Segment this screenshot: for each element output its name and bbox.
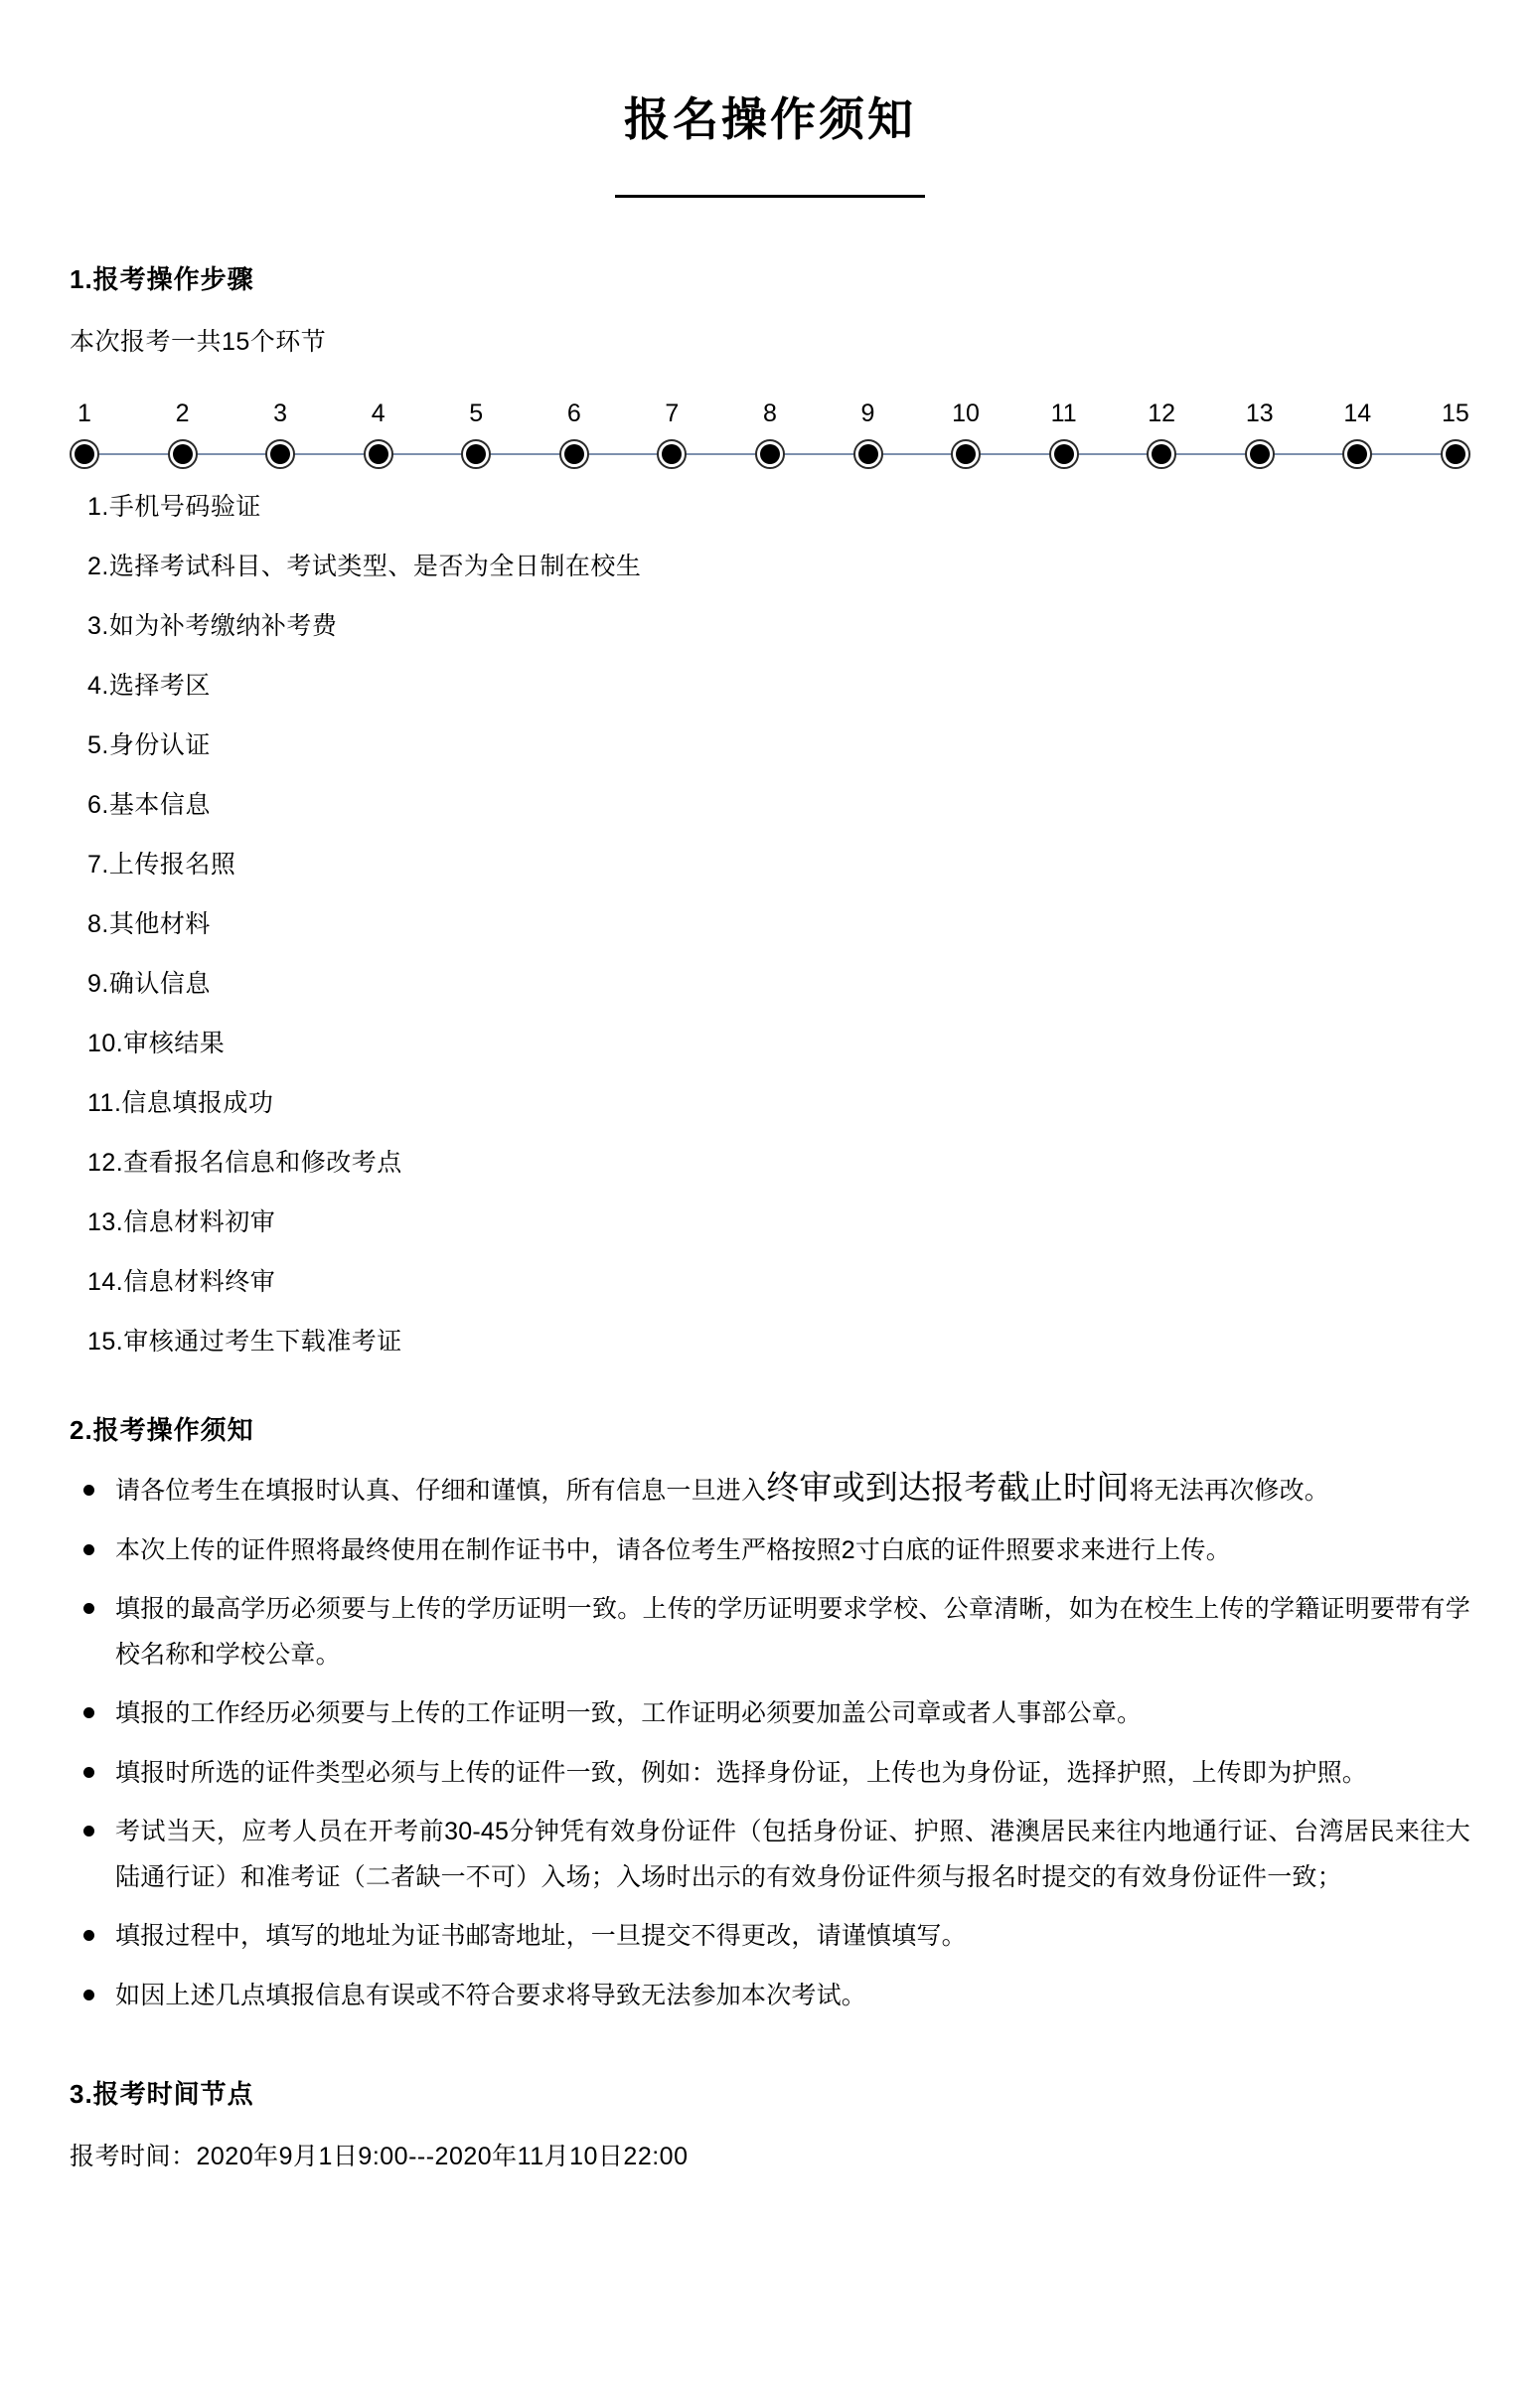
notice-item bbox=[70, 1914, 1470, 1960]
step-node-number: 12 bbox=[1148, 400, 1176, 427]
step-dot-icon bbox=[265, 439, 295, 469]
step-dot-icon bbox=[559, 439, 589, 469]
list-item: 9.确认信息 bbox=[87, 970, 211, 998]
step-node-number: 3 bbox=[273, 400, 288, 427]
bullet-icon bbox=[83, 1930, 94, 1941]
step-node-number: 6 bbox=[566, 400, 581, 427]
step-node-number: 4 bbox=[371, 400, 385, 427]
step-node[interactable] bbox=[1245, 401, 1275, 469]
title-divider bbox=[615, 195, 925, 198]
bullet-icon bbox=[83, 1485, 94, 1496]
step-node[interactable] bbox=[755, 401, 785, 469]
bullet-icon bbox=[83, 1603, 94, 1614]
step-dot-icon bbox=[1147, 439, 1176, 469]
list-item: 8.其他材料 bbox=[87, 910, 211, 938]
notice-text-emphasis: 终审或到达报考截止时间 bbox=[766, 1469, 1130, 1506]
list-item: 15.审核通过考生下载准考证 bbox=[87, 1328, 402, 1356]
notice-text-pre: 填报的最高学历必须要与上传的学历证明一致。上传的学历证明要求学校、公章清晰，如为在校生上传的学籍证明要带有学校名称和学校公章。 bbox=[115, 1595, 1470, 1669]
step-node-number: 7 bbox=[665, 400, 680, 427]
notice-text-pre: 请各位考生在填报时认真、仔细和谨慎，所有信息一旦进入 bbox=[115, 1477, 767, 1505]
step-node[interactable] bbox=[559, 401, 589, 469]
notice-text-post: 将无法再次修改。 bbox=[1129, 1477, 1330, 1505]
bullet-icon bbox=[83, 1826, 94, 1837]
step-node-track bbox=[70, 390, 1470, 469]
list-item: 14.信息材料终审 bbox=[87, 1268, 276, 1296]
notice-item bbox=[70, 1587, 1470, 1678]
step-dot-icon bbox=[70, 439, 99, 469]
bullet-icon bbox=[83, 1544, 94, 1555]
notice-text-pre: 填报时所选的证件类型必须与上传的证件一致，例如：选择身份证，上传也为身份证，选择护照，上传即为护照。 bbox=[115, 1758, 1368, 1787]
step-node[interactable] bbox=[364, 401, 393, 469]
step-node[interactable] bbox=[1049, 401, 1079, 469]
notice-item bbox=[70, 1528, 1470, 1574]
list-item: 2.选择考试科目、考试类型、是否为全日制在校生 bbox=[87, 553, 642, 580]
step-list bbox=[70, 495, 1470, 1355]
step-node-number: 1 bbox=[77, 400, 91, 427]
step-indicator bbox=[70, 390, 1470, 469]
step-node[interactable] bbox=[951, 401, 981, 469]
step-dot-icon bbox=[1245, 439, 1275, 469]
step-node[interactable] bbox=[657, 401, 687, 469]
notice-item bbox=[70, 1469, 1470, 1515]
list-item: 10.审核结果 bbox=[87, 1030, 226, 1057]
step-dot-icon bbox=[1049, 439, 1079, 469]
registration-time-text: 报考时间：2020年9月1日9:00---2020年11月10日22:00 bbox=[70, 2143, 689, 2170]
notice-item bbox=[70, 1974, 1470, 2019]
step-dot-icon bbox=[755, 439, 785, 469]
notice-list bbox=[70, 1469, 1470, 2018]
bullet-icon bbox=[83, 1990, 94, 2000]
list-item: 5.身份认证 bbox=[87, 731, 211, 759]
step-node-number: 8 bbox=[762, 400, 777, 427]
list-item: 3.如为补考缴纳补考费 bbox=[87, 612, 338, 640]
step-node[interactable] bbox=[70, 401, 99, 469]
step-dot-icon bbox=[461, 439, 491, 469]
step-dot-icon bbox=[168, 439, 198, 469]
step-dot-icon bbox=[1441, 439, 1470, 469]
notice-item bbox=[70, 1751, 1470, 1797]
step-dot-icon bbox=[657, 439, 687, 469]
step-dot-icon bbox=[853, 439, 883, 469]
bullet-icon bbox=[83, 1707, 94, 1718]
step-node-number: 13 bbox=[1245, 400, 1274, 427]
step-node-number: 2 bbox=[175, 400, 190, 427]
step-node-number: 9 bbox=[860, 400, 875, 427]
step-node[interactable] bbox=[265, 401, 295, 469]
step-node-number: 10 bbox=[952, 400, 980, 427]
list-item: 11.信息填报成功 bbox=[87, 1089, 274, 1117]
step-node-number: 15 bbox=[1441, 400, 1469, 427]
step-node[interactable] bbox=[1441, 401, 1470, 469]
section-heading-notice: 2.报考操作须知 bbox=[70, 1415, 254, 1445]
notice-item bbox=[70, 1810, 1470, 1900]
step-node-number: 5 bbox=[469, 400, 484, 427]
list-item: 6.基本信息 bbox=[87, 791, 211, 819]
step-node[interactable] bbox=[853, 401, 883, 469]
list-item: 12.查看报名信息和修改考点 bbox=[87, 1149, 402, 1177]
section-heading-schedule: 3.报考时间节点 bbox=[70, 2079, 254, 2109]
step-dot-icon bbox=[1342, 439, 1372, 469]
step-node[interactable] bbox=[168, 401, 198, 469]
step-dot-icon bbox=[364, 439, 393, 469]
steps-subtitle: 本次报考一共15个环节 bbox=[70, 328, 327, 356]
bullet-icon bbox=[83, 1767, 94, 1778]
step-node-number: 11 bbox=[1050, 400, 1077, 427]
list-item: 7.上传报名照 bbox=[87, 851, 236, 879]
list-item: 4.选择考区 bbox=[87, 672, 211, 700]
section-heading-steps: 1.报考操作步骤 bbox=[70, 264, 254, 294]
list-item: 13.信息材料初审 bbox=[87, 1208, 276, 1236]
notice-item bbox=[70, 1691, 1470, 1737]
page-title: 报名操作须知 bbox=[624, 92, 916, 145]
step-dot-icon bbox=[951, 439, 981, 469]
step-node[interactable] bbox=[1342, 401, 1372, 469]
step-node[interactable] bbox=[461, 401, 491, 469]
notice-text-pre: 填报过程中，填写的地址为证书邮寄地址，一旦提交不得更改，请谨慎填写。 bbox=[115, 1922, 967, 1950]
list-item: 1.手机号码验证 bbox=[87, 493, 261, 521]
notice-text-pre: 考试当天，应考人员在开考前30-45分钟凭有效身份证件（包括身份证、护照、港澳居民来往内地通行证、台湾居民来往大陆通行证）和准考证（二者缺一不可）入场；入场时出示的有效身份证件须与报名时提交的有效身份证件一致； bbox=[115, 1818, 1470, 1891]
document-page bbox=[0, 31, 1540, 2398]
title-divider-wrap bbox=[70, 195, 1470, 198]
step-node-number: 14 bbox=[1343, 400, 1372, 427]
notice-text-pre: 如因上述几点填报信息有误或不符合要求将导致无法参加本次考试。 bbox=[115, 1981, 867, 2009]
notice-text-pre: 填报的工作经历必须要与上传的工作证明一致，工作证明必须要加盖公司章或者人事部公章。 bbox=[115, 1699, 1143, 1727]
notice-text-pre: 本次上传的证件照将最终使用在制作证书中，请各位考生严格按照2寸白底的证件照要求来进行上传。 bbox=[115, 1535, 1231, 1564]
step-node[interactable] bbox=[1147, 401, 1176, 469]
